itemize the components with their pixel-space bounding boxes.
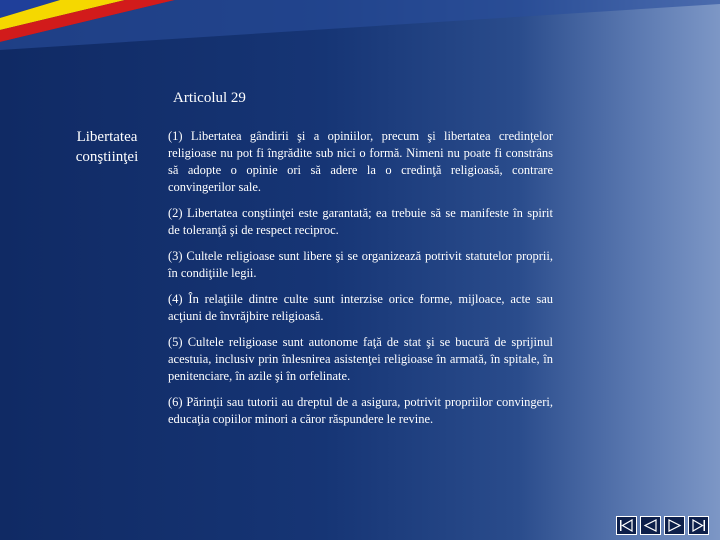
previous-slide-button[interactable]: [640, 516, 661, 535]
next-slide-button[interactable]: [664, 516, 685, 535]
last-slide-icon: [691, 519, 706, 532]
side-title-line-2: conştiinţei: [75, 149, 139, 165]
paragraph-3: (3) Cultele religioase sunt libere şi se organizează potrivit statutelor proprii, în condiţiile legii.: [168, 249, 553, 280]
paragraph-2: (2) Libertatea conştiinţei este garantată; ea trebuie să se manifeste în spirit de toleranţă şi de respect reciproc.: [168, 206, 553, 237]
article-body: [168, 128, 553, 437]
paragraph-1: (1) Libertatea gândirii şi a opiniilor, precum şi libertatea credinţelor religioase nu pot fi îngrădite sub nici o formă. Nimeni nu poate fi constrâns să adopte o opinie ori să adere la o credinţă religioasă, contrare convingerilor sale.: [168, 129, 553, 194]
previous-slide-icon: [643, 519, 658, 532]
flag-corner-decoration: [0, 0, 720, 60]
paragraph-5: (5) Cultele religioase sunt autonome faţă de stat şi se bucură de sprijinul acestuia, inclusiv prin înlesnirea asistenţei religioase în armată, în spitale, în penitenciare, în azile şi în orfelinate.: [168, 335, 553, 383]
paragraph-4: (4) În relaţiile dintre culte sunt interzise orice forme, mijloace, acte sau acţiuni de învrăjbire religioasă.: [168, 292, 553, 323]
paragraph-6: (6) Părinţii sau tutorii au dreptul de a asigura, potrivit propriilor convingeri, educaţia copiilor minori a căror răspundere le revine.: [168, 395, 553, 426]
article-heading: Articolul 29: [173, 90, 246, 106]
last-slide-button[interactable]: [688, 516, 709, 535]
next-slide-icon: [667, 519, 682, 532]
side-title: [52, 127, 162, 167]
first-slide-button[interactable]: [616, 516, 637, 535]
first-slide-icon: [619, 519, 634, 532]
slide-navigation: [616, 516, 709, 535]
side-title-line-1: Libertatea: [76, 129, 138, 145]
